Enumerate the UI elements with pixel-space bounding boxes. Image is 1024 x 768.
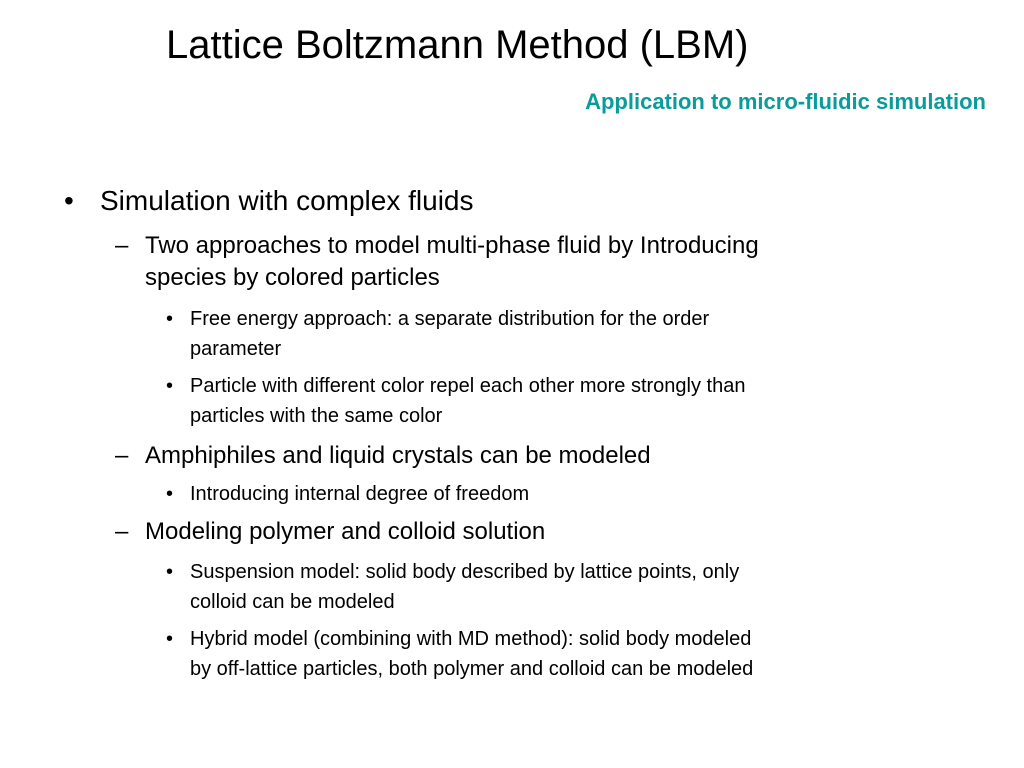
bullet-marker-level2: – — [115, 232, 129, 259]
bullet-level3-1 — [166, 304, 709, 364]
bullet-text-line-1: Hybrid model (combining with MD method): solid body modeled — [190, 628, 752, 650]
bullet-level2-2 — [115, 440, 651, 472]
bullet-text-line-2: species by colored particles — [145, 264, 440, 291]
bullet-level2-1 — [115, 230, 759, 294]
bullet-text-line-2: by off-lattice particles, both polymer and colloid can be modeled — [190, 658, 754, 680]
bullet-marker-level2: – — [115, 518, 129, 545]
bullet-level2-3 — [115, 516, 545, 548]
slide-subtitle: Application to micro-fluidic simulation — [585, 89, 986, 114]
bullet-text-line-1: Suspension model: solid body described by lattice points, only — [190, 561, 740, 583]
bullet-level3-2 — [166, 371, 745, 431]
bullet-text-line-2: parameter — [190, 338, 282, 360]
bullet-marker-level3: • — [166, 628, 174, 650]
bullet-text-line-1: Two approaches to model multi-phase fluid by Introducing — [145, 232, 759, 259]
bullet-text-line-2: colloid can be modeled — [190, 591, 395, 613]
bullet-text: Simulation with complex fluids — [100, 185, 474, 216]
bullet-level1-1 — [64, 184, 474, 218]
bullet-marker-level2: – — [115, 442, 129, 469]
slide-title: Lattice Boltzmann Method (LBM) — [166, 23, 749, 67]
bullet-marker-level3: • — [166, 561, 174, 583]
bullet-text-line-2: particles with the same color — [190, 405, 443, 427]
bullet-marker-level3: • — [166, 483, 174, 505]
bullet-level3-3 — [166, 479, 529, 509]
bullet-text-line-1: Particle with different color repel each other more strongly than — [190, 375, 746, 397]
bullet-level3-5 — [166, 624, 753, 684]
bullet-text-line-1: Modeling polymer and colloid solution — [145, 518, 546, 545]
bullet-text-line-1: Amphiphiles and liquid crystals can be modeled — [145, 442, 651, 469]
bullet-marker-level1: • — [64, 185, 74, 216]
bullet-text-line-1: Introducing internal degree of freedom — [190, 483, 530, 505]
bullet-marker-level3: • — [166, 308, 174, 330]
bullet-text-line-1: Free energy approach: a separate distribution for the order — [190, 308, 710, 330]
bullet-level3-4 — [166, 557, 739, 617]
bullet-marker-level3: • — [166, 375, 174, 397]
